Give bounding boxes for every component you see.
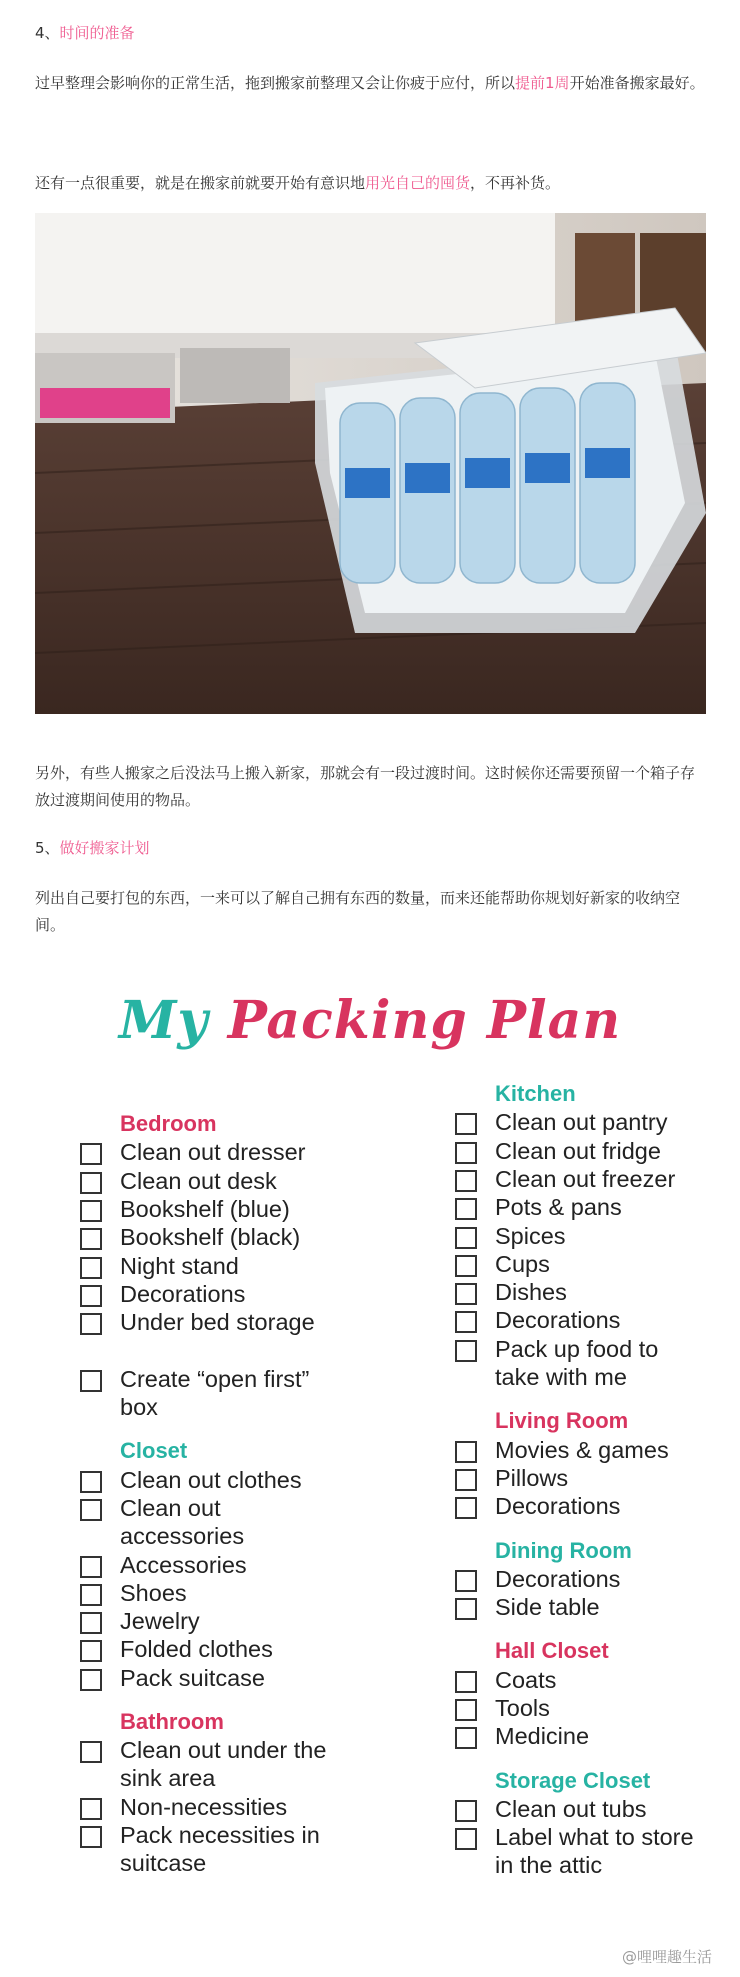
category-heading: Hall Closet — [495, 1638, 609, 1664]
checkbox[interactable] — [80, 1200, 102, 1222]
section5-paragraph: 列出自己要打包的东西，一来可以了解自己拥有东西的数量，而来还能帮助你规划好新家的收纳空间。 — [35, 889, 681, 934]
checklist-item: Decorations — [120, 1280, 246, 1307]
category-heading: Kitchen — [495, 1081, 576, 1106]
checklist-item: Label what to store in the attic — [495, 1824, 694, 1879]
checklist-item: Clean out dresser — [120, 1139, 306, 1166]
category-heading: Bathroom — [120, 1709, 224, 1734]
checkbox[interactable] — [455, 1198, 477, 1220]
checkbox[interactable] — [80, 1370, 102, 1392]
checklist-item: Clean out under the sink area — [120, 1737, 327, 1792]
checkbox[interactable] — [455, 1497, 477, 1519]
plan-title-my: My — [118, 990, 209, 1051]
checkbox[interactable] — [455, 1727, 477, 1749]
checkbox[interactable] — [455, 1598, 477, 1620]
checklist-item: Clean out fridge — [495, 1137, 661, 1164]
checklist-item: Create “open first” box — [120, 1365, 310, 1420]
checkbox[interactable] — [80, 1313, 102, 1335]
checklist-item: Clean out pantry — [495, 1109, 668, 1136]
checkbox[interactable] — [455, 1311, 477, 1333]
checklist-item: Accessories — [120, 1551, 247, 1578]
checkbox[interactable] — [455, 1699, 477, 1721]
checkbox[interactable] — [455, 1113, 477, 1135]
checkbox[interactable] — [80, 1584, 102, 1606]
checkbox[interactable] — [80, 1612, 102, 1634]
checkbox[interactable] — [455, 1142, 477, 1164]
p1-text-after: 开始准备搬家最好。 — [569, 74, 705, 92]
checkbox[interactable] — [80, 1556, 102, 1578]
section4-paragraph-1 — [35, 70, 705, 97]
section4-title: 时间的准备 — [59, 24, 135, 42]
checklist-item: Movies & games — [495, 1436, 669, 1463]
checklist-item: Pack suitcase — [120, 1664, 265, 1691]
section5-title: 做好搬家计划 — [59, 839, 150, 857]
checkbox[interactable] — [80, 1257, 102, 1279]
checkbox[interactable] — [80, 1143, 102, 1165]
checkbox[interactable] — [455, 1255, 477, 1277]
checkbox[interactable] — [455, 1170, 477, 1192]
packing-plan-title — [0, 990, 740, 1051]
checkbox[interactable] — [455, 1570, 477, 1592]
checkbox[interactable] — [455, 1828, 477, 1850]
checkbox[interactable] — [80, 1499, 102, 1521]
checklist-item: Folded clothes — [120, 1636, 273, 1663]
checkbox[interactable] — [80, 1826, 102, 1848]
category-heading: Bedroom — [120, 1111, 217, 1136]
checklist-item: Under bed storage — [120, 1309, 315, 1336]
checklist-item: Pots & pans — [495, 1194, 622, 1221]
checklist-item: Coats — [495, 1666, 557, 1693]
checklist-item: Clean out desk — [120, 1167, 277, 1194]
p2-highlight: 用光自己的囤货 — [365, 174, 471, 192]
checkbox[interactable] — [455, 1671, 477, 1693]
checklist-item: Side table — [495, 1594, 600, 1621]
p2-text: 还有一点很重要，就是在搬家前就要开始有意识地 — [35, 174, 366, 192]
section4-number: 4、 — [35, 24, 60, 42]
checkbox[interactable] — [80, 1798, 102, 1820]
checklist-item: Cups — [495, 1250, 550, 1277]
checklist-item: Clean out freezer — [495, 1165, 676, 1192]
checkbox[interactable] — [80, 1640, 102, 1662]
checklist-item: Bookshelf (blue) — [120, 1195, 290, 1222]
plan-title-packing-plan: Packing Plan — [227, 990, 622, 1051]
checklist-item: Spices — [495, 1222, 566, 1249]
checkbox[interactable] — [455, 1800, 477, 1822]
checklist-item: Clean out tubs — [495, 1795, 647, 1822]
checkbox[interactable] — [80, 1471, 102, 1493]
section4-heading — [35, 22, 135, 43]
checkbox[interactable] — [455, 1469, 477, 1491]
checklist-item: Clean out clothes — [120, 1466, 302, 1493]
p1-text: 过早整理会影响你的正常生活，拖到搬家前整理又会让你疲于应付，所以 — [35, 74, 516, 92]
checklist-item: Clean out accessories — [120, 1494, 245, 1549]
p1-highlight: 提前1周 — [515, 74, 570, 92]
checklist-item: Shoes — [120, 1579, 187, 1606]
checklist-item: Pack necessities in suitcase — [120, 1822, 320, 1877]
transition-paragraph: 另外，有些人搬家之后没法马上搬入新家，那就会有一段过渡时间。这时候你还需要预留一个箱子存放过渡期间使用的物品。 — [35, 764, 696, 809]
storage-box-photo — [35, 213, 706, 714]
checkbox[interactable] — [80, 1741, 102, 1763]
section5-number: 5、 — [35, 839, 60, 857]
checkbox[interactable] — [80, 1228, 102, 1250]
checkbox[interactable] — [455, 1441, 477, 1463]
checkbox[interactable] — [455, 1283, 477, 1305]
checklist-item: Jewelry — [120, 1608, 200, 1635]
checklist-item: Decorations — [495, 1493, 621, 1520]
checklist-item: Dishes — [495, 1279, 567, 1306]
checklist-item: Decorations — [495, 1565, 621, 1592]
checkbox[interactable] — [455, 1340, 477, 1362]
checklist-item: Medicine — [495, 1723, 590, 1750]
checkbox[interactable] — [80, 1285, 102, 1307]
checkbox[interactable] — [80, 1172, 102, 1194]
checklist-item: Pillows — [495, 1464, 569, 1491]
watermark: @哩哩趣生活 — [621, 1948, 712, 1966]
category-heading: Closet — [120, 1438, 188, 1464]
checkbox[interactable] — [455, 1227, 477, 1249]
checklist-item: Bookshelf (black) — [120, 1224, 301, 1251]
section5-heading — [35, 837, 150, 858]
checklist-item: Non-necessities — [120, 1793, 288, 1820]
checklist-item: Decorations — [495, 1307, 621, 1334]
storage-box-illustration — [35, 213, 706, 714]
checklist-item: Pack up food to take with me — [495, 1335, 659, 1390]
packing-plan — [0, 960, 740, 1977]
checkbox[interactable] — [80, 1669, 102, 1691]
checklist-item: Tools — [495, 1695, 550, 1721]
category-heading: Living Room — [495, 1408, 629, 1434]
category-heading: Dining Room — [495, 1537, 632, 1563]
category-heading: Storage Closet — [495, 1767, 651, 1793]
checklist-item: Night stand — [120, 1252, 239, 1279]
section4-paragraph-2 — [35, 170, 705, 197]
p2-text-after: ，不再补货。 — [470, 174, 561, 192]
